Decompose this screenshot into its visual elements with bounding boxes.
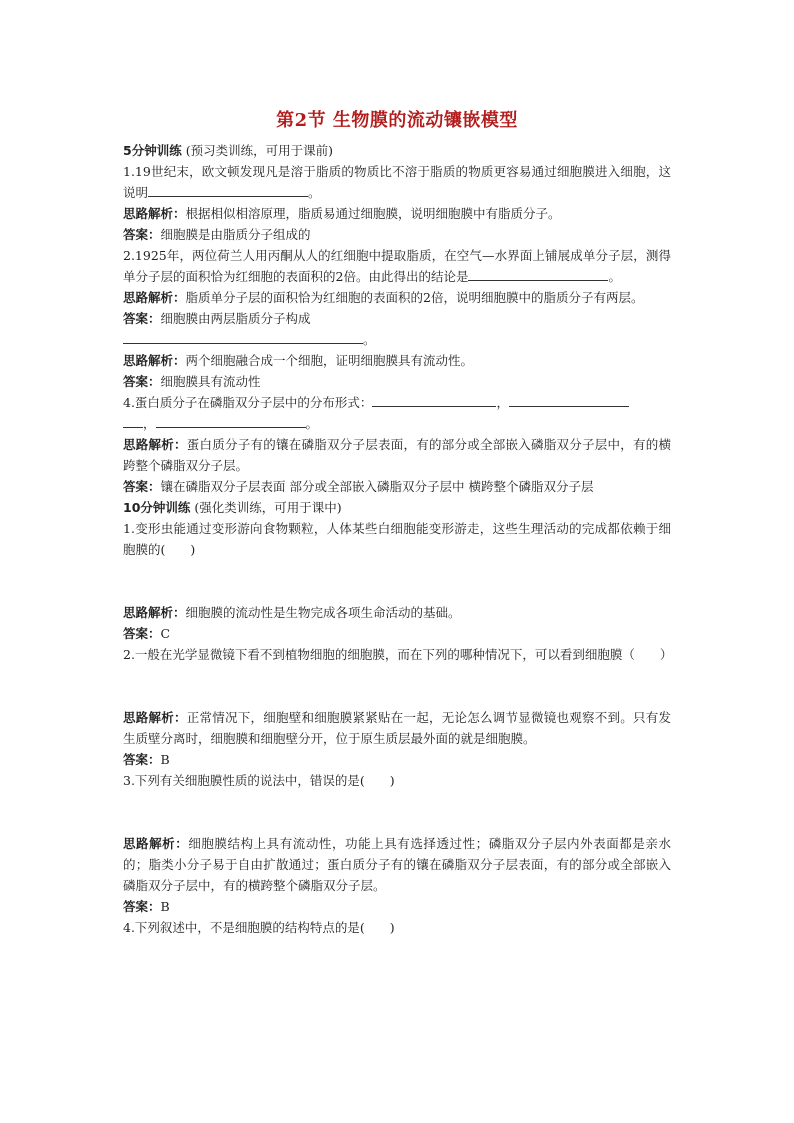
answer-text: 细胞膜是由脂质分子组成的	[160, 227, 311, 242]
question-2	[123, 245, 671, 287]
answer-text: 镶在磷脂双分子层表面 部分或全部嵌入磷脂双分子层中 横跨整个磷脂双分子层	[160, 479, 594, 494]
section-heading-note: (预习类训练，可用于课前)	[185, 143, 333, 158]
page-title: 第2节 生物膜的流动镶嵌模型	[276, 110, 518, 131]
question-text: 4.蛋白质分子在磷脂双分子层中的分布形式：	[123, 395, 373, 410]
analysis-label: 思路解析：	[123, 206, 186, 221]
analysis-1	[123, 203, 671, 224]
question-1	[123, 161, 671, 203]
question-3	[123, 329, 671, 350]
analysis-label: 思路解析：	[123, 290, 186, 305]
answer-blank[interactable]	[372, 392, 496, 407]
answer-text: B	[160, 899, 170, 914]
analysis-label: 思路解析：	[123, 353, 186, 368]
analysis-4	[123, 434, 671, 476]
question-s2-3	[123, 770, 671, 791]
analysis-s2-3	[123, 833, 671, 896]
answer-blank[interactable]	[148, 182, 308, 197]
question-end: 。	[308, 185, 321, 200]
answer-text: B	[160, 752, 170, 767]
question-end: 。	[305, 416, 319, 431]
answer-1	[123, 224, 671, 245]
analysis-label: 思路解析：	[123, 437, 187, 452]
analysis-text: 根据相似相溶原理，脂质易通过细胞膜，说明细胞膜中有脂质分子。	[185, 206, 561, 221]
answer-blank[interactable]	[156, 413, 306, 428]
answer-3	[123, 371, 671, 392]
answer-blank[interactable]	[123, 329, 363, 344]
answer-label: 答案：	[123, 626, 161, 641]
question-separator: ，	[143, 416, 156, 431]
answer-2	[123, 308, 671, 329]
section-heading-label: 5分钟训练	[123, 143, 182, 158]
analysis-text: 正常情况下，细胞壁和细胞膜紧紧贴在一起，无论怎么调节显微镜也观察不到。只有发生质壁分离时，细胞膜和细胞壁分开，位于原生质层最外面的就是细胞膜。	[123, 710, 671, 746]
answer-blank[interactable]	[468, 266, 608, 281]
question-end: 。	[363, 332, 376, 347]
question-text: 1.变形虫能通过变形游向食物颗粒，人体某些白细胞能变形游走，这些生理活动的完成都依赖于细胞膜的( )	[123, 521, 671, 557]
answer-text: 细胞膜具有流动性	[160, 374, 261, 389]
answer-blank[interactable]	[123, 413, 143, 428]
analysis-text: 脂质单分子层的面积恰为红细胞的表面积的2倍，说明细胞膜中的脂质分子有两层。	[185, 290, 644, 305]
answer-blank[interactable]	[509, 392, 629, 407]
analysis-label: 思路解析：	[123, 836, 189, 851]
answer-label: 答案：	[123, 899, 161, 914]
answer-label: 答案：	[123, 227, 161, 242]
analysis-s2-2	[123, 707, 671, 749]
analysis-s2-1	[123, 602, 671, 623]
question-end: 。	[608, 269, 621, 284]
question-s2-2	[123, 644, 671, 665]
question-text: 2.1925年，两位荷兰人用丙酮从人的红细胞中提取脂质，在空气—水界面上铺展成单分子层，测得单分子层的面积恰为红细胞的表面积的2倍。由此得出的结论是	[123, 248, 671, 284]
question-separator: ，	[496, 395, 509, 410]
question-text: 2.一般在光学显微镜下看不到植物细胞的细胞膜，而在下列的哪种情况下，可以看到细胞膜（ ）	[123, 647, 673, 662]
section-heading-1	[123, 140, 671, 161]
analysis-label: 思路解析：	[123, 605, 186, 620]
section-heading-2	[123, 497, 671, 518]
section-heading-note: (强化类训练，可用于课中)	[194, 500, 342, 515]
question-s2-1	[123, 518, 671, 560]
section-heading-label: 10分钟训练	[123, 500, 191, 515]
answer-s2-1	[123, 623, 671, 644]
question-4	[123, 392, 671, 434]
question-text: 3.下列有关细胞膜性质的说法中，错误的是( )	[123, 773, 395, 788]
analysis-text: 两个细胞融合成一个细胞，证明细胞膜具有流动性。	[185, 353, 474, 368]
answer-4	[123, 476, 671, 497]
analysis-label: 思路解析：	[123, 710, 187, 725]
answer-label: 答案：	[123, 374, 161, 389]
document-body	[123, 140, 671, 938]
answer-s2-2	[123, 749, 671, 770]
analysis-3	[123, 350, 671, 371]
answer-label: 答案：	[123, 752, 161, 767]
question-text: 4.下列叙述中，不是细胞膜的结构特点的是( )	[123, 920, 395, 935]
answer-text: C	[160, 626, 171, 641]
analysis-text: 蛋白质分子有的镶在磷脂双分子层表面，有的部分或全部嵌入磷脂双分子层中，有的横跨整个磷脂双分子层。	[123, 437, 671, 473]
answer-text: 细胞膜由两层脂质分子构成	[160, 311, 311, 326]
analysis-2	[123, 287, 671, 308]
analysis-text: 细胞膜结构上具有流动性，功能上具有选择透过性；磷脂双分子层内外表面都是亲水的；脂类小分子易于自由扩散通过；蛋白质分子有的镶在磷脂双分子层表面，有的部分或全部嵌入磷脂双分子层中，有的横跨整个磷脂双分子层。	[123, 836, 671, 893]
question-text: 1.19世纪末，欧文顿发现凡是溶于脂质的物质比不溶于脂质的物质更容易通过细胞膜进入细胞，这说明	[123, 164, 671, 200]
analysis-text: 细胞膜的流动性是生物完成各项生命活动的基础。	[185, 605, 461, 620]
question-s2-4	[123, 917, 671, 938]
answer-label: 答案：	[123, 479, 161, 494]
answer-s2-3	[123, 896, 671, 917]
answer-label: 答案：	[123, 311, 161, 326]
